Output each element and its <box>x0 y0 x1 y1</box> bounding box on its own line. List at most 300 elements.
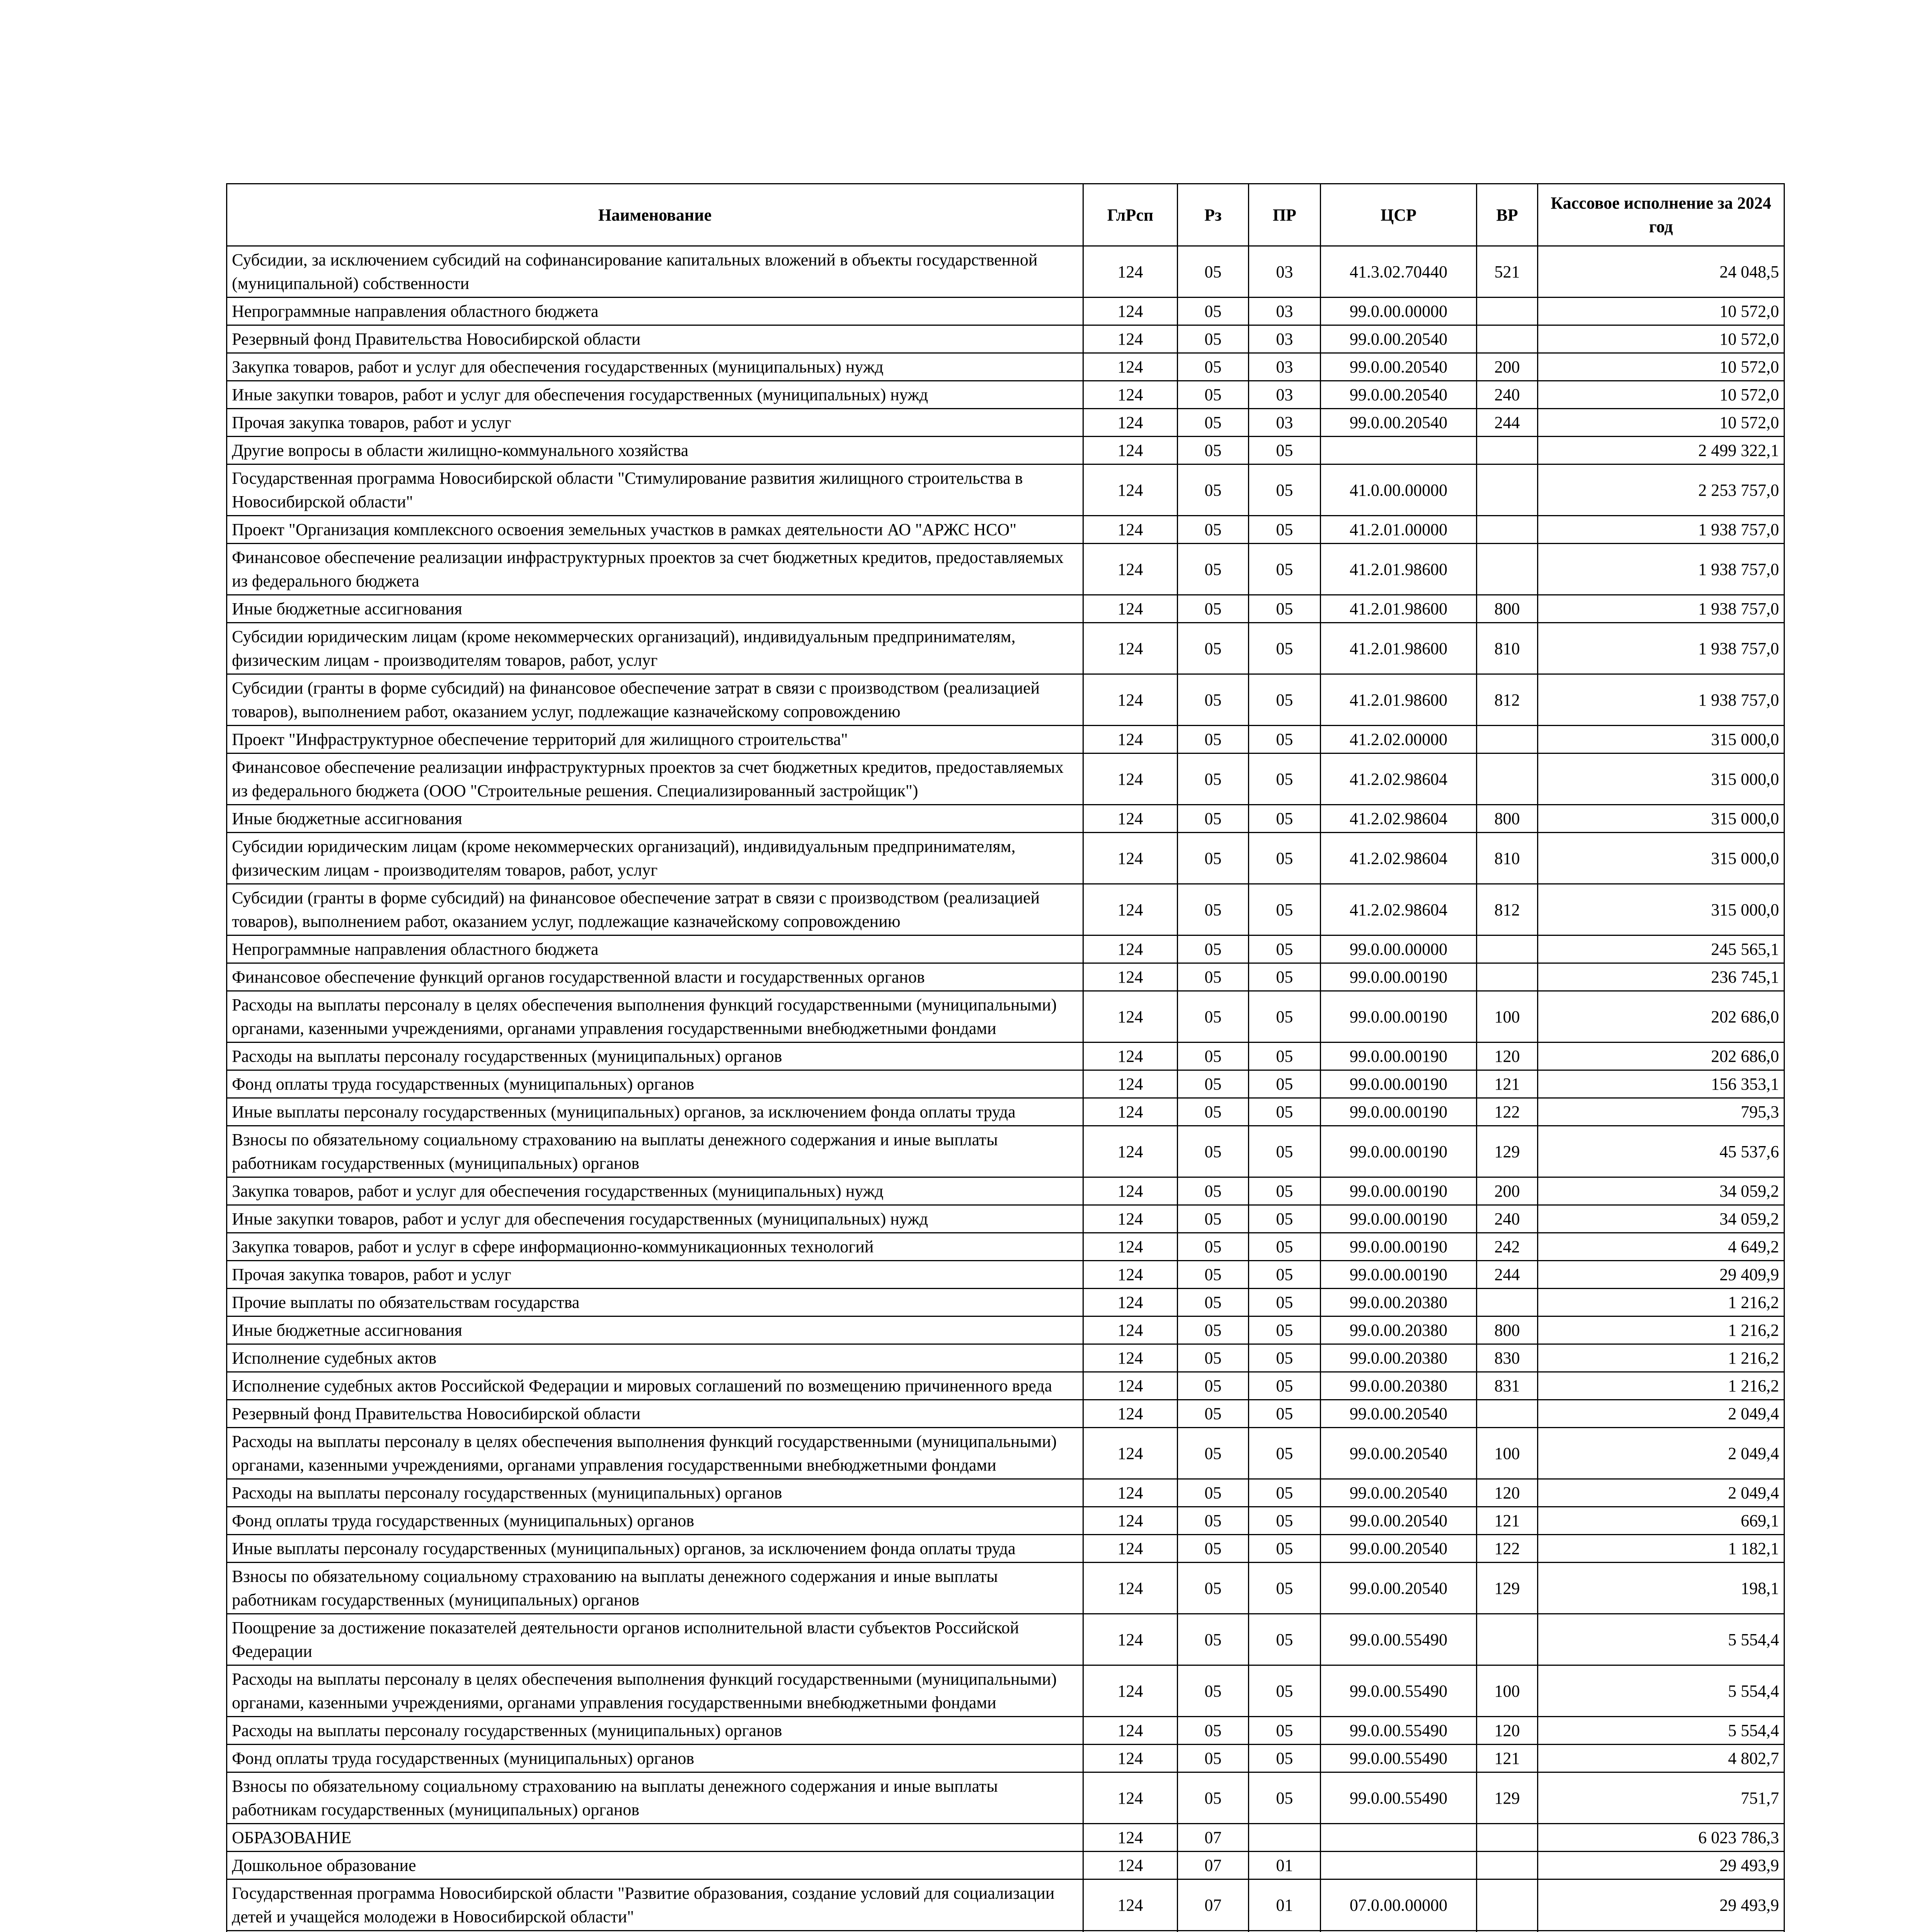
cell-glrsp: 124 <box>1083 1205 1178 1233</box>
cell-csr: 41.2.01.98600 <box>1321 674 1477 726</box>
cell-pr: 01 <box>1249 1879 1321 1931</box>
cell-amount: 1 182,1 <box>1538 1535 1784 1563</box>
cell-csr: 99.0.00.00190 <box>1321 1126 1477 1177</box>
cell-name: Расходы на выплаты персоналу государственных (муниципальных) органов <box>227 1717 1083 1745</box>
cell-csr: 99.0.00.20540 <box>1321 381 1477 409</box>
cell-rz: 05 <box>1178 1177 1249 1205</box>
cell-pr: 05 <box>1249 464 1321 516</box>
cell-amount: 2 499 322,1 <box>1538 437 1784 464</box>
cell-rz: 05 <box>1178 437 1249 464</box>
cell-rz: 05 <box>1178 1126 1249 1177</box>
cell-amount: 2 049,4 <box>1538 1400 1784 1428</box>
cell-csr <box>1321 1824 1477 1852</box>
cell-amount: 795,3 <box>1538 1098 1784 1126</box>
cell-amount: 1 938 757,0 <box>1538 516 1784 544</box>
cell-amount <box>1538 1931 1784 1932</box>
cell-amount: 29 493,9 <box>1538 1879 1784 1931</box>
cell-name: Субсидии юридическим лицам (кроме некоммерческих организаций), индивидуальным предпринимателям, физическим лицам - производителям товаров, работ, услуг <box>227 833 1083 884</box>
cell-csr: 41.0.00.00000 <box>1321 464 1477 516</box>
cell-vr: 200 <box>1477 353 1538 381</box>
cell-rz: 05 <box>1178 1772 1249 1824</box>
cell-name: Взносы по обязательному социальному страхованию на выплаты денежного содержания и иные выплаты работникам государственных (муниципальных) органов <box>227 1563 1083 1614</box>
cell-amount: 202 686,0 <box>1538 1043 1784 1070</box>
cell-pr: 05 <box>1249 1535 1321 1563</box>
table-row <box>227 1126 1784 1177</box>
cell-glrsp: 124 <box>1083 1879 1178 1931</box>
table-row <box>227 1879 1784 1931</box>
cell-rz: 05 <box>1178 1233 1249 1261</box>
cell-pr: 03 <box>1249 409 1321 437</box>
cell-rz: 05 <box>1178 1316 1249 1344</box>
cell-glrsp: 124 <box>1083 544 1178 595</box>
cell-vr: 800 <box>1477 1316 1538 1344</box>
cell-csr: 99.0.00.55490 <box>1321 1614 1477 1665</box>
cell-csr: 99.0.00.20540 <box>1321 325 1477 353</box>
cell-pr: 05 <box>1249 1717 1321 1745</box>
cell-pr: 05 <box>1249 963 1321 991</box>
table-row <box>227 595 1784 623</box>
header-glrsp: ГлРсп <box>1083 184 1178 246</box>
cell-csr: 41.2.01.98600 <box>1321 544 1477 595</box>
cell-amount: 236 745,1 <box>1538 963 1784 991</box>
cell-pr: 05 <box>1249 1261 1321 1289</box>
cell-pr: 05 <box>1249 805 1321 833</box>
cell-csr: 99.0.00.00000 <box>1321 935 1477 963</box>
cell-name: Иные бюджетные ассигнования <box>227 595 1083 623</box>
cell-vr: 121 <box>1477 1745 1538 1772</box>
cell-amount: 669,1 <box>1538 1507 1784 1535</box>
cell-amount: 10 572,0 <box>1538 298 1784 325</box>
cell-vr: 810 <box>1477 833 1538 884</box>
table-row <box>227 437 1784 464</box>
table-row <box>227 623 1784 674</box>
cell-rz: 05 <box>1178 353 1249 381</box>
table-row <box>227 1400 1784 1428</box>
cell-pr: 05 <box>1249 726 1321 753</box>
header-vr: ВР <box>1477 184 1538 246</box>
cell-rz: 05 <box>1178 464 1249 516</box>
cell-name: Иные бюджетные ассигнования <box>227 805 1083 833</box>
cell-amount: 1 938 757,0 <box>1538 595 1784 623</box>
cell-glrsp: 124 <box>1083 935 1178 963</box>
cell-name: Закупка товаров, работ и услуг для обеспечения государственных (муниципальных) нужд <box>227 1177 1083 1205</box>
table-row <box>227 464 1784 516</box>
cell-vr: 812 <box>1477 884 1538 935</box>
table-row <box>227 516 1784 544</box>
cell-glrsp: 124 <box>1083 1479 1178 1507</box>
cell-rz: 05 <box>1178 409 1249 437</box>
cell-rz: 05 <box>1178 1043 1249 1070</box>
table-header-row <box>227 184 1784 246</box>
cell-name: Государственная программа Новосибирской области "Стимулирование развития жилищного строительства в Новосибирской области" <box>227 464 1083 516</box>
cell-csr: 99.0.00.20540 <box>1321 409 1477 437</box>
cell-vr: 120 <box>1477 1479 1538 1507</box>
table-row <box>227 1428 1784 1479</box>
cell-name: Исполнение судебных актов <box>227 1344 1083 1372</box>
cell-name: Непрограммные направления областного бюджета <box>227 298 1083 325</box>
cell-vr: 129 <box>1477 1772 1538 1824</box>
cell-vr: 244 <box>1477 409 1538 437</box>
cell-glrsp: 124 <box>1083 325 1178 353</box>
budget-table <box>226 183 1785 1932</box>
cell-vr <box>1477 963 1538 991</box>
cell-pr: 05 <box>1249 1507 1321 1535</box>
cell-amount: 5 554,4 <box>1538 1665 1784 1717</box>
cell-pr: 03 <box>1249 246 1321 298</box>
cell-glrsp: 124 <box>1083 1772 1178 1824</box>
cell-csr: 99.0.00.20540 <box>1321 1479 1477 1507</box>
cell-rz: 07 <box>1178 1852 1249 1879</box>
cell-amount: 1 938 757,0 <box>1538 544 1784 595</box>
cell-pr: 05 <box>1249 674 1321 726</box>
cell-rz: 07 <box>1178 1824 1249 1852</box>
cell-name: Резервный фонд Правительства Новосибирской области <box>227 325 1083 353</box>
cell-vr: 244 <box>1477 1261 1538 1289</box>
cell-amount: 2 253 757,0 <box>1538 464 1784 516</box>
cell-rz: 05 <box>1178 963 1249 991</box>
cell-rz: 05 <box>1178 1507 1249 1535</box>
table-row <box>227 1261 1784 1289</box>
cell-name: Прочая закупка товаров, работ и услуг <box>227 1261 1083 1289</box>
cell-glrsp: 124 <box>1083 1070 1178 1098</box>
cell-vr: 240 <box>1477 381 1538 409</box>
cell-rz: 05 <box>1178 1717 1249 1745</box>
table-row <box>227 409 1784 437</box>
cell-rz: 05 <box>1178 516 1249 544</box>
cell-csr: 99.0.00.20540 <box>1321 1535 1477 1563</box>
cell-name: Расходы на выплаты персоналу государственных (муниципальных) органов <box>227 1479 1083 1507</box>
cell-pr: 05 <box>1249 437 1321 464</box>
cell-glrsp: 124 <box>1083 1043 1178 1070</box>
cell-glrsp: 124 <box>1083 884 1178 935</box>
table-row <box>227 325 1784 353</box>
table-row <box>227 884 1784 935</box>
cell-pr: 05 <box>1249 753 1321 805</box>
cell-pr: 05 <box>1249 623 1321 674</box>
cell-name: Прочие выплаты по обязательствам государства <box>227 1289 1083 1316</box>
table-row <box>227 805 1784 833</box>
cell-glrsp: 124 <box>1083 1614 1178 1665</box>
cell-rz: 05 <box>1178 1289 1249 1316</box>
cell-csr: 41.2.02.98604 <box>1321 833 1477 884</box>
cell-vr: 812 <box>1477 674 1538 726</box>
table-row <box>227 1479 1784 1507</box>
cell-csr: 99.0.00.20540 <box>1321 1400 1477 1428</box>
cell-amount: 315 000,0 <box>1538 726 1784 753</box>
cell-glrsp: 124 <box>1083 1098 1178 1126</box>
cell-csr: 99.0.00.20380 <box>1321 1372 1477 1400</box>
cell-name: Фонд оплаты труда государственных (муниципальных) органов <box>227 1745 1083 1772</box>
table-row <box>227 1852 1784 1879</box>
cell-csr: 99.0.00.00000 <box>1321 298 1477 325</box>
cell-pr: 05 <box>1249 1479 1321 1507</box>
cell-vr <box>1477 1400 1538 1428</box>
cell-rz: 07 <box>1178 1879 1249 1931</box>
cell-name: Проект "Организация комплексного освоения земельных участков в рамках деятельности АО "АРЖС НСО" <box>227 516 1083 544</box>
cell-amount: 10 572,0 <box>1538 353 1784 381</box>
cell-name: Фонд оплаты труда государственных (муниципальных) органов <box>227 1507 1083 1535</box>
table-row <box>227 544 1784 595</box>
cell-amount: 34 059,2 <box>1538 1205 1784 1233</box>
cell-name: Иные выплаты персоналу государственных (муниципальных) органов, за исключением фонда оплаты труда <box>227 1098 1083 1126</box>
cell-rz: 05 <box>1178 544 1249 595</box>
cell-vr <box>1477 298 1538 325</box>
cell-rz: 05 <box>1178 1745 1249 1772</box>
cell-csr: 99.0.00.00190 <box>1321 963 1477 991</box>
cell-rz: 05 <box>1178 1372 1249 1400</box>
table-row <box>227 935 1784 963</box>
cell-glrsp: 124 <box>1083 1400 1178 1428</box>
cell-vr: 200 <box>1477 1177 1538 1205</box>
cell-pr <box>1249 1931 1321 1932</box>
cell-amount: 5 554,4 <box>1538 1717 1784 1745</box>
cell-name: Фонд оплаты труда государственных (муниципальных) органов <box>227 1070 1083 1098</box>
cell-csr: 99.0.00.00190 <box>1321 1261 1477 1289</box>
cell-glrsp: 124 <box>1083 1261 1178 1289</box>
cell-glrsp: 124 <box>1083 1177 1178 1205</box>
cell-rz: 05 <box>1178 1070 1249 1098</box>
cell-vr: 120 <box>1477 1717 1538 1745</box>
cell-csr: 99.0.00.00190 <box>1321 1070 1477 1098</box>
table-body <box>227 246 1784 1932</box>
cell-name: Расходы на выплаты персоналу в целях обеспечения выполнения функций государственными (муниципальными) органами, казенными учреждениями, органами управления государственными внебюджетными фондами <box>227 1665 1083 1717</box>
cell-name: Прочая закупка товаров, работ и услуг <box>227 409 1083 437</box>
cell-name: Поощрение за достижение показателей деятельности органов исполнительной власти субъектов Российской Федерации <box>227 1614 1083 1665</box>
cell-vr <box>1477 437 1538 464</box>
cell-rz: 05 <box>1178 623 1249 674</box>
cell-glrsp: 124 <box>1083 753 1178 805</box>
cell-amount: 156 353,1 <box>1538 1070 1784 1098</box>
cell-glrsp: 124 <box>1083 1824 1178 1852</box>
cell-glrsp: 124 <box>1083 963 1178 991</box>
cell-vr <box>1477 1852 1538 1879</box>
cell-amount: 34 059,2 <box>1538 1177 1784 1205</box>
cell-vr: 129 <box>1477 1126 1538 1177</box>
cell-csr: 41.2.01.98600 <box>1321 623 1477 674</box>
table-row <box>227 674 1784 726</box>
cell-pr: 05 <box>1249 1344 1321 1372</box>
cell-csr: 99.0.00.55490 <box>1321 1665 1477 1717</box>
cell-vr: 810 <box>1477 623 1538 674</box>
cell-csr: 41.2.02.98604 <box>1321 753 1477 805</box>
cell-amount: 315 000,0 <box>1538 884 1784 935</box>
table-row <box>227 1535 1784 1563</box>
table-row <box>227 726 1784 753</box>
cell-csr: 41.2.02.00000 <box>1321 726 1477 753</box>
cell-glrsp: 124 <box>1083 353 1178 381</box>
cell-glrsp: 124 <box>1083 1428 1178 1479</box>
cell-amount: 1 938 757,0 <box>1538 623 1784 674</box>
header-name: Наименование <box>227 184 1083 246</box>
cell-glrsp: 124 <box>1083 726 1178 753</box>
cell-vr: 121 <box>1477 1070 1538 1098</box>
cell-vr <box>1477 1289 1538 1316</box>
cell-amount: 202 686,0 <box>1538 991 1784 1043</box>
cell-name: Иные закупки товаров, работ и услуг для обеспечения государственных (муниципальных) нужд <box>227 381 1083 409</box>
cell-pr: 05 <box>1249 544 1321 595</box>
header-amount: Кассовое исполнение за 2024 год <box>1538 184 1784 246</box>
cell-pr: 05 <box>1249 595 1321 623</box>
cell-rz: 05 <box>1178 726 1249 753</box>
cell-vr: 121 <box>1477 1507 1538 1535</box>
cell-amount: 45 537,6 <box>1538 1126 1784 1177</box>
cell-vr: 800 <box>1477 805 1538 833</box>
cell-glrsp: 124 <box>1083 246 1178 298</box>
cell-amount: 1 216,2 <box>1538 1344 1784 1372</box>
cell-glrsp: 124 <box>1083 623 1178 674</box>
cell-csr: 07.0.00.00000 <box>1321 1879 1477 1931</box>
cell-vr <box>1477 1879 1538 1931</box>
cell-csr: 99.0.00.00190 <box>1321 1177 1477 1205</box>
cell-name: Взносы по обязательному социальному страхованию на выплаты денежного содержания и иные выплаты работникам государственных (муниципальных) органов <box>227 1126 1083 1177</box>
cell-pr: 05 <box>1249 1400 1321 1428</box>
table-row <box>227 1098 1784 1126</box>
cell-csr: 99.0.00.20540 <box>1321 1507 1477 1535</box>
cell-rz: 05 <box>1178 1400 1249 1428</box>
cell-name: Проект "Инфраструктурное обеспечение территорий для жилищного строительства" <box>227 726 1083 753</box>
cell-csr: 99.0.00.00190 <box>1321 1205 1477 1233</box>
cell-pr: 05 <box>1249 1614 1321 1665</box>
table-row <box>227 1205 1784 1233</box>
cell-pr: 03 <box>1249 325 1321 353</box>
cell-rz: 05 <box>1178 935 1249 963</box>
cell-name: Иные закупки товаров, работ и услуг для обеспечения государственных (муниципальных) нужд <box>227 1205 1083 1233</box>
cell-csr: 99.0.00.00190 <box>1321 1043 1477 1070</box>
cell-vr <box>1477 516 1538 544</box>
cell-amount: 4 802,7 <box>1538 1745 1784 1772</box>
cell-rz: 05 <box>1178 833 1249 884</box>
cell-csr: 99.0.00.20540 <box>1321 1428 1477 1479</box>
cell-glrsp: 124 <box>1083 595 1178 623</box>
cell-rz: 05 <box>1178 1479 1249 1507</box>
cell-csr: 99.0.00.20540 <box>1321 353 1477 381</box>
cell-vr: 129 <box>1477 1563 1538 1614</box>
cell-glrsp <box>1083 1931 1178 1932</box>
cell-amount: 315 000,0 <box>1538 753 1784 805</box>
cell-rz: 05 <box>1178 1428 1249 1479</box>
cell-csr: 41.2.01.00000 <box>1321 516 1477 544</box>
cell-pr: 05 <box>1249 1563 1321 1614</box>
cell-name: Исполнение судебных актов Российской Федерации и мировых соглашений по возмещению причиненного вреда <box>227 1372 1083 1400</box>
cell-vr <box>1477 1824 1538 1852</box>
header-pr: ПР <box>1249 184 1321 246</box>
cell-glrsp: 124 <box>1083 464 1178 516</box>
table-row <box>227 1507 1784 1535</box>
cell-vr <box>1477 935 1538 963</box>
cell-amount: 198,1 <box>1538 1563 1784 1614</box>
cell-name: Финансовое обеспечение реализации инфраструктурных проектов за счет бюджетных кредитов, предоставляемых из федерального бюджета <box>227 544 1083 595</box>
header-csr: ЦСР <box>1321 184 1477 246</box>
cell-amount: 751,7 <box>1538 1772 1784 1824</box>
cell-glrsp: 124 <box>1083 833 1178 884</box>
cell-vr: 800 <box>1477 595 1538 623</box>
cell-rz: 05 <box>1178 674 1249 726</box>
cell-csr: 99.0.00.20380 <box>1321 1344 1477 1372</box>
cell-csr: 99.0.00.00190 <box>1321 1233 1477 1261</box>
cell-name: Закупка товаров, работ и услуг для обеспечения государственных (муниципальных) нужд <box>227 353 1083 381</box>
table-row <box>227 1614 1784 1665</box>
cell-pr <box>1249 1824 1321 1852</box>
cell-name: Субсидии (гранты в форме субсидий) на финансовое обеспечение затрат в связи с производством (реализацией товаров), выполнением работ, оказанием услуг, подлежащие казначейскому сопровождению <box>227 884 1083 935</box>
cell-vr: 100 <box>1477 991 1538 1043</box>
cell-pr: 05 <box>1249 1428 1321 1479</box>
cell-pr: 05 <box>1249 1070 1321 1098</box>
table-row <box>227 381 1784 409</box>
table-row <box>227 1070 1784 1098</box>
cell-name: Субсидии (гранты в форме субсидий) на финансовое обеспечение затрат в связи с производством (реализацией товаров), выполнением работ, оказанием услуг, подлежащие казначейскому сопровождению <box>227 674 1083 726</box>
cell-name: Субсидии, за исключением субсидий на софинансирование капитальных вложений в объекты государственной (муниципальной) собственности <box>227 246 1083 298</box>
cell-name: Расходы на выплаты персоналу государственных (муниципальных) органов <box>227 1043 1083 1070</box>
cell-csr: 99.0.00.00190 <box>1321 991 1477 1043</box>
document-page <box>226 183 1784 1932</box>
cell-csr: 99.0.00.20540 <box>1321 1563 1477 1614</box>
cell-csr <box>1321 1931 1477 1932</box>
cell-amount: 245 565,1 <box>1538 935 1784 963</box>
cell-pr: 05 <box>1249 1126 1321 1177</box>
cell-pr: 05 <box>1249 833 1321 884</box>
cell-glrsp: 124 <box>1083 298 1178 325</box>
cell-rz: 05 <box>1178 753 1249 805</box>
cell-glrsp: 124 <box>1083 437 1178 464</box>
cell-glrsp: 124 <box>1083 1507 1178 1535</box>
cell-vr: 100 <box>1477 1665 1538 1717</box>
cell-name: Дошкольное образование <box>227 1852 1083 1879</box>
cell-rz: 05 <box>1178 1261 1249 1289</box>
header-rz: Рз <box>1178 184 1249 246</box>
cell-amount: 29 409,9 <box>1538 1261 1784 1289</box>
cell-pr: 05 <box>1249 1043 1321 1070</box>
cell-csr: 41.2.02.98604 <box>1321 884 1477 935</box>
cell-glrsp: 124 <box>1083 1717 1178 1745</box>
cell-vr <box>1477 325 1538 353</box>
cell-vr <box>1477 753 1538 805</box>
table-row <box>227 1665 1784 1717</box>
table-row <box>227 298 1784 325</box>
cell-rz: 05 <box>1178 805 1249 833</box>
cell-amount: 315 000,0 <box>1538 805 1784 833</box>
table-row <box>227 1177 1784 1205</box>
cell-vr: 831 <box>1477 1372 1538 1400</box>
cell-amount: 1 216,2 <box>1538 1316 1784 1344</box>
cell-glrsp: 124 <box>1083 1233 1178 1261</box>
cell-csr: 41.3.02.70440 <box>1321 246 1477 298</box>
cell-pr: 05 <box>1249 1745 1321 1772</box>
table-row <box>227 1233 1784 1261</box>
cell-vr: 240 <box>1477 1205 1538 1233</box>
cell-csr: 99.0.00.00190 <box>1321 1098 1477 1126</box>
table-row <box>227 991 1784 1043</box>
cell-csr: 99.0.00.55490 <box>1321 1717 1477 1745</box>
cell-pr: 05 <box>1249 991 1321 1043</box>
cell-name: Непрограммные направления областного бюджета <box>227 935 1083 963</box>
table-row <box>227 1717 1784 1745</box>
cell-amount: 315 000,0 <box>1538 833 1784 884</box>
cell-vr: 122 <box>1477 1098 1538 1126</box>
cell-amount: 2 049,4 <box>1538 1479 1784 1507</box>
cell-pr: 05 <box>1249 1665 1321 1717</box>
cell-name: Расходы на выплаты персоналу в целях обеспечения выполнения функций государственными (муниципальными) органами, казенными учреждениями, органами управления государственными внебюджетными фондами <box>227 1428 1083 1479</box>
cell-name: Субсидии юридическим лицам (кроме некоммерческих организаций), индивидуальным предпринимателям, физическим лицам - производителям товаров, работ, услуг <box>227 623 1083 674</box>
cell-rz: 05 <box>1178 1535 1249 1563</box>
cell-glrsp: 124 <box>1083 1126 1178 1177</box>
cell-amount: 5 554,4 <box>1538 1614 1784 1665</box>
cell-vr <box>1477 1614 1538 1665</box>
cell-glrsp: 124 <box>1083 1372 1178 1400</box>
cell-glrsp: 124 <box>1083 1665 1178 1717</box>
cell-pr: 05 <box>1249 935 1321 963</box>
cell-rz: 05 <box>1178 1665 1249 1717</box>
cell-rz: 05 <box>1178 1614 1249 1665</box>
